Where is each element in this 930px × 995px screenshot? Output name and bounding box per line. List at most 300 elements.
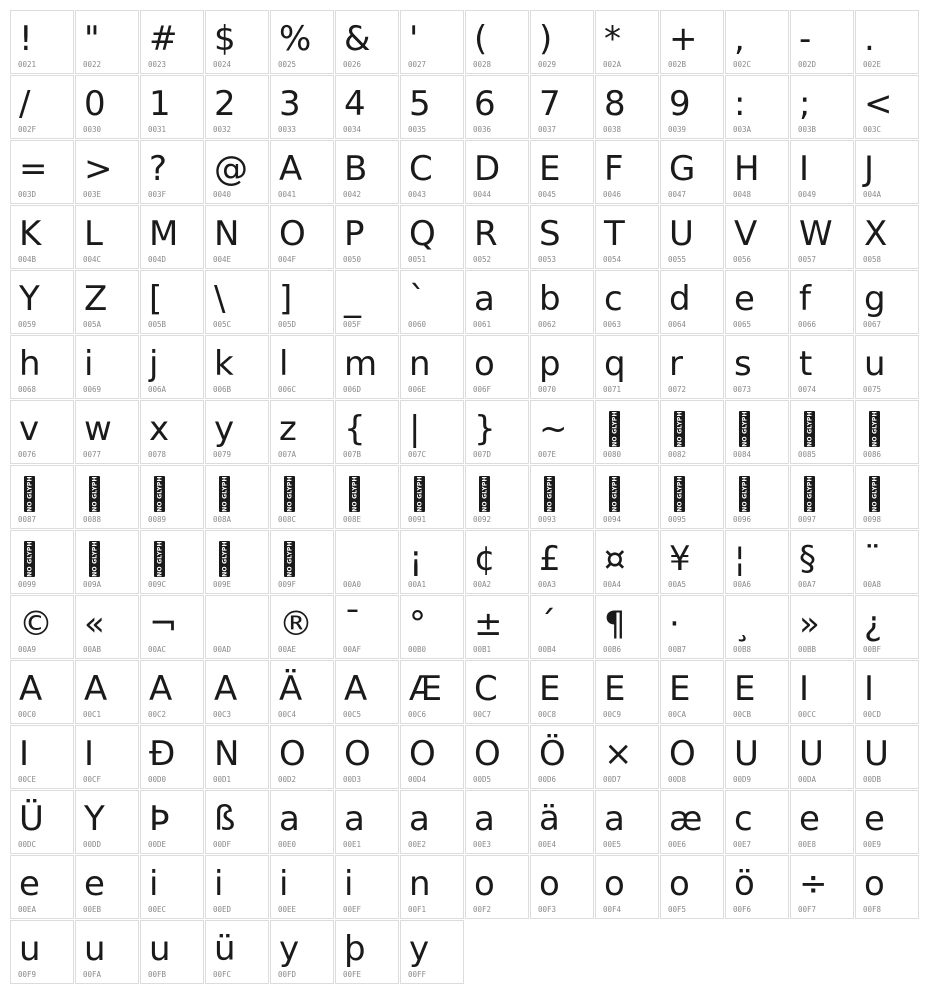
glyph-cell [335,140,399,204]
glyph-cell [205,400,269,464]
glyph-char: § [799,539,816,579]
glyph-char: y [214,409,235,449]
glyph-code: 00AF [343,645,362,654]
glyph-code: 0087 [18,515,37,524]
glyph-cell [400,725,464,789]
glyph-cell [140,530,204,594]
glyph-char: m [344,344,378,384]
glyph-code: 007E [538,450,557,459]
glyph-cell [595,10,659,74]
glyph-code: 00B4 [538,645,557,654]
glyph-cell [725,205,789,269]
glyph-char: R [474,214,498,254]
glyph-cell [75,75,139,139]
glyph-cell [75,270,139,334]
glyph-char: \ [214,279,226,319]
glyph-cell [530,595,594,659]
glyph-code: 002F [18,125,37,134]
glyph-char: W [799,214,833,254]
glyph-code: 00FE [343,970,362,979]
glyph-cell [790,855,854,919]
glyph-char: a [409,799,430,839]
glyph-code: 0046 [603,190,622,199]
glyph-char: O [669,734,696,774]
glyph-char: ? [149,149,168,189]
no-glyph-label: NO GLYPH [26,476,33,512]
glyph-char: } [474,409,496,449]
glyph-char: a [474,279,495,319]
glyph-code: 00C2 [148,710,167,719]
no-glyph-icon [89,476,100,512]
glyph-code: 00F1 [408,905,427,914]
glyph-cell [335,660,399,724]
glyph-code: 0034 [343,125,362,134]
glyph-code: 0045 [538,190,557,199]
glyph-cell [270,920,334,984]
glyph-code: 0098 [863,515,882,524]
glyph-char: + [669,19,698,59]
glyph-cell [140,595,204,659]
glyph-cell [725,855,789,919]
no-glyph-label: NO GLYPH [416,476,423,512]
glyph-char: N [214,214,240,254]
glyph-char: i [279,864,289,904]
glyph-char: x [149,409,170,449]
no-glyph-icon [24,476,35,512]
glyph-code: 00DE [148,840,167,849]
glyph-cell [140,790,204,854]
glyph-code: 00B8 [733,645,752,654]
glyph-code: 00C3 [213,710,232,719]
glyph-char: / [19,84,31,124]
no-glyph-icon [24,541,35,577]
glyph-cell [335,595,399,659]
glyph-char: < [864,84,893,124]
no-glyph-icon [414,476,425,512]
glyph-cell [790,75,854,139]
glyph-code: 00D6 [538,775,557,784]
glyph-code: 005B [148,320,167,329]
glyph-char: u [864,344,886,384]
glyph-cell [855,140,919,204]
glyph-char: h [19,344,41,384]
glyph-code: 003D [18,190,37,199]
glyph-code: 00A6 [733,580,752,589]
glyph-char: E [539,669,561,709]
glyph-cell [270,75,334,139]
glyph-code: 005F [343,320,362,329]
glyph-code: 0094 [603,515,622,524]
glyph-code: 0037 [538,125,557,134]
glyph-code: 0022 [83,60,102,69]
glyph-cell [400,855,464,919]
glyph-code: 00A3 [538,580,557,589]
glyph-char: u [19,929,41,969]
glyph-code: 004E [213,255,232,264]
glyph-code: 0074 [798,385,817,394]
glyph-char: ß [214,799,236,839]
no-glyph-label: NO GLYPH [91,541,98,577]
glyph-code: 00E1 [343,840,362,849]
glyph-char: b [539,279,561,319]
glyph-code: 0061 [473,320,492,329]
glyph-char: v [19,409,40,449]
glyph-char: þ [344,929,366,969]
glyph-code: 00B0 [408,645,427,654]
no-glyph-icon [544,476,555,512]
no-glyph-label: NO GLYPH [156,541,163,577]
glyph-cell [725,270,789,334]
glyph-cell [140,660,204,724]
glyph-char: T [604,214,625,254]
glyph-code: 00E6 [668,840,687,849]
glyph-cell [10,790,74,854]
glyph-cell [75,790,139,854]
glyph-char: ¯ [344,604,361,644]
glyph-code: 007D [473,450,492,459]
glyph-cell [790,400,854,464]
glyph-cell [75,400,139,464]
glyph-code: 00A7 [798,580,817,589]
glyph-cell [725,400,789,464]
glyph-cell [205,855,269,919]
glyph-code: 00DA [798,775,817,784]
glyph-cell [530,205,594,269]
glyph-cell [335,855,399,919]
glyph-char: Ä [279,669,303,709]
glyph-cell [790,10,854,74]
glyph-cell [725,660,789,724]
glyph-cell [400,10,464,74]
glyph-char: ¤ [604,539,626,579]
no-glyph-label: NO GLYPH [806,411,813,447]
glyph-code: 00D0 [148,775,167,784]
glyph-char: N [214,734,240,774]
glyph-code: 002E [863,60,882,69]
glyph-cell [595,725,659,789]
glyph-char: 4 [344,84,366,124]
glyph-char: M [149,214,179,254]
glyph-cell [855,400,919,464]
glyph-char: Þ [149,799,170,839]
glyph-cell [75,140,139,204]
glyph-code: 0028 [473,60,492,69]
glyph-cell [335,465,399,529]
glyph-char: ) [539,19,553,59]
glyph-char: U [734,734,759,774]
glyph-code: 00F2 [473,905,492,914]
glyph-cell [855,205,919,269]
glyph-cell [400,400,464,464]
glyph-cell [75,595,139,659]
glyph-code: 0026 [343,60,362,69]
glyph-code: 00F6 [733,905,752,914]
glyph-code: 0024 [213,60,232,69]
glyph-cell [595,140,659,204]
glyph-char: ± [474,604,503,644]
glyph-code: 0066 [798,320,817,329]
glyph-char: ] [279,279,293,319]
glyph-char: A [214,669,238,709]
glyph-cell [725,530,789,594]
glyph-cell [335,725,399,789]
glyph-char: n [409,344,431,384]
glyph-cell [335,335,399,399]
glyph-char: a [344,799,365,839]
glyph-code: 00CA [668,710,687,719]
glyph-code: 00D5 [473,775,492,784]
glyph-char: u [149,929,171,969]
glyph-code: 00CF [83,775,102,784]
glyph-char: 7 [539,84,561,124]
glyph-char: : [734,84,746,124]
glyph-char: $ [214,19,236,59]
no-glyph-icon [739,476,750,512]
glyph-code: 00D3 [343,775,362,784]
glyph-code: 009F [278,580,297,589]
no-glyph-label: NO GLYPH [611,476,618,512]
glyph-code: 00F3 [538,905,557,914]
glyph-cell [465,660,529,724]
no-glyph-label: NO GLYPH [741,476,748,512]
glyph-cell [75,205,139,269]
glyph-char: ä [539,799,560,839]
glyph-code: 004D [148,255,167,264]
glyph-cell [400,335,464,399]
glyph-cell [660,465,724,529]
glyph-char: - [799,19,812,59]
glyph-char: Ö [539,734,566,774]
glyph-cell [335,205,399,269]
glyph-cell [400,660,464,724]
glyph-code: 00D9 [733,775,752,784]
glyph-cell [595,465,659,529]
glyph-cell [10,660,74,724]
glyph-code: 00ED [213,905,232,914]
glyph-cell [595,595,659,659]
glyph-char: = [19,149,48,189]
glyph-char: ¢ [474,539,496,579]
glyph-char: I [864,669,875,709]
glyph-cell [10,10,74,74]
glyph-cell [75,335,139,399]
no-glyph-icon [479,476,490,512]
glyph-char: U [799,734,824,774]
glyph-cell [75,660,139,724]
glyph-cell [530,855,594,919]
glyph-code: 007B [343,450,362,459]
glyph-cell [10,465,74,529]
glyph-char: o [474,864,495,904]
glyph-code: 0067 [863,320,882,329]
glyph-code: 005D [278,320,297,329]
glyph-char: 2 [214,84,236,124]
no-glyph-label: NO GLYPH [221,541,228,577]
glyph-char: 8 [604,84,626,124]
glyph-code: 00FC [213,970,232,979]
glyph-cell [595,335,659,399]
glyph-code: 00A1 [408,580,427,589]
glyph-code: 003B [798,125,817,134]
glyph-code: 002C [733,60,752,69]
glyph-code: 00EF [343,905,362,914]
glyph-char: ¿ [864,604,883,644]
glyph-cell [400,595,464,659]
glyph-char: o [539,864,560,904]
glyph-cell [10,205,74,269]
glyph-cell [660,530,724,594]
glyph-char: ( [474,19,488,59]
glyph-cell [75,465,139,529]
glyph-cell [270,790,334,854]
no-glyph-label: NO GLYPH [351,476,358,512]
glyph-cell [400,530,464,594]
glyph-cell [140,75,204,139]
glyph-code: 0030 [83,125,102,134]
glyph-char: I [799,669,810,709]
glyph-code: 0048 [733,190,752,199]
glyph-cell [205,530,269,594]
glyph-code: 00CE [18,775,37,784]
glyph-char: × [604,734,633,774]
glyph-cell [530,790,594,854]
glyph-cell [140,855,204,919]
glyph-char: i [344,864,354,904]
glyph-char: s [734,344,752,384]
glyph-char: D [474,149,501,189]
glyph-code: 00EB [83,905,102,914]
glyph-cell [270,335,334,399]
glyph-char: C [474,669,498,709]
glyph-cell [660,400,724,464]
glyph-code: 003C [863,125,882,134]
glyph-cell [465,75,529,139]
glyph-code: 0073 [733,385,752,394]
glyph-char: q [604,344,626,384]
glyph-cell [855,790,919,854]
glyph-cell [140,400,204,464]
glyph-code: 00C1 [83,710,102,719]
glyph-code: 009A [83,580,102,589]
no-glyph-icon [89,541,100,577]
glyph-char: o [864,864,885,904]
no-glyph-icon [154,541,165,577]
glyph-char: ® [279,604,313,644]
no-glyph-label: NO GLYPH [286,541,293,577]
no-glyph-label: NO GLYPH [91,476,98,512]
glyph-cell [790,270,854,334]
glyph-code: 00F9 [18,970,37,979]
glyph-cell [75,725,139,789]
glyph-char: r [669,344,683,384]
glyph-cell [205,335,269,399]
glyph-cell [530,270,594,334]
no-glyph-icon [609,476,620,512]
no-glyph-label: NO GLYPH [546,476,553,512]
glyph-code: 00DF [213,840,232,849]
no-glyph-label: NO GLYPH [221,476,228,512]
glyph-code: 0068 [18,385,37,394]
glyph-code: 0096 [733,515,752,524]
glyph-cell [790,790,854,854]
glyph-char: e [864,799,885,839]
glyph-cell [530,660,594,724]
glyph-code: 003A [733,125,752,134]
glyph-cell [660,595,724,659]
glyph-char: ; [799,84,811,124]
no-glyph-icon [219,476,230,512]
glyph-code: 00C0 [18,710,37,719]
glyph-cell [660,335,724,399]
glyph-code: 0082 [668,450,687,459]
glyph-char: Z [84,279,108,319]
glyph-code: 00A4 [603,580,622,589]
glyph-code: 0070 [538,385,557,394]
glyph-cell [10,140,74,204]
glyph-code: 009C [148,580,167,589]
glyph-cell [335,920,399,984]
glyph-code: 0077 [83,450,102,459]
glyph-code: 00E8 [798,840,817,849]
glyph-cell [465,530,529,594]
glyph-cell [205,725,269,789]
glyph-char: E [604,669,626,709]
glyph-cell [465,400,529,464]
glyph-cell [725,790,789,854]
glyph-cell [140,920,204,984]
glyph-char: j [149,344,159,384]
glyph-cell [10,335,74,399]
glyph-char: a [474,799,495,839]
glyph-code: 0078 [148,450,167,459]
glyph-cell [270,855,334,919]
glyph-cell [530,75,594,139]
glyph-code: 0086 [863,450,882,459]
glyph-char: ö [734,864,755,904]
glyph-code: 00D4 [408,775,427,784]
glyph-code: 008C [278,515,297,524]
glyph-char: f [799,279,811,319]
glyph-char: ' [409,19,419,59]
no-glyph-label: NO GLYPH [741,411,748,447]
glyph-char: C [409,149,433,189]
glyph-code: 0039 [668,125,687,134]
no-glyph-icon [609,411,620,447]
glyph-code: 00C8 [538,710,557,719]
glyph-code: 00F7 [798,905,817,914]
glyph-code: 0056 [733,255,752,264]
glyph-code: 002B [668,60,687,69]
glyph-char: U [864,734,889,774]
glyph-code: 0042 [343,190,362,199]
glyph-code: 0076 [18,450,37,459]
glyph-code: 0069 [83,385,102,394]
glyph-code: 00C5 [343,710,362,719]
glyph-char: K [19,214,42,254]
glyph-cell [205,10,269,74]
no-glyph-icon [154,476,165,512]
glyph-code: 0060 [408,320,427,329]
glyph-cell [465,205,529,269]
glyph-cell [10,595,74,659]
glyph-char: o [474,344,495,384]
glyph-char: O [279,734,306,774]
glyph-cell [205,790,269,854]
glyph-cell [205,660,269,724]
glyph-cell [335,10,399,74]
glyph-char: * [604,19,621,59]
glyph-code: 00D2 [278,775,297,784]
